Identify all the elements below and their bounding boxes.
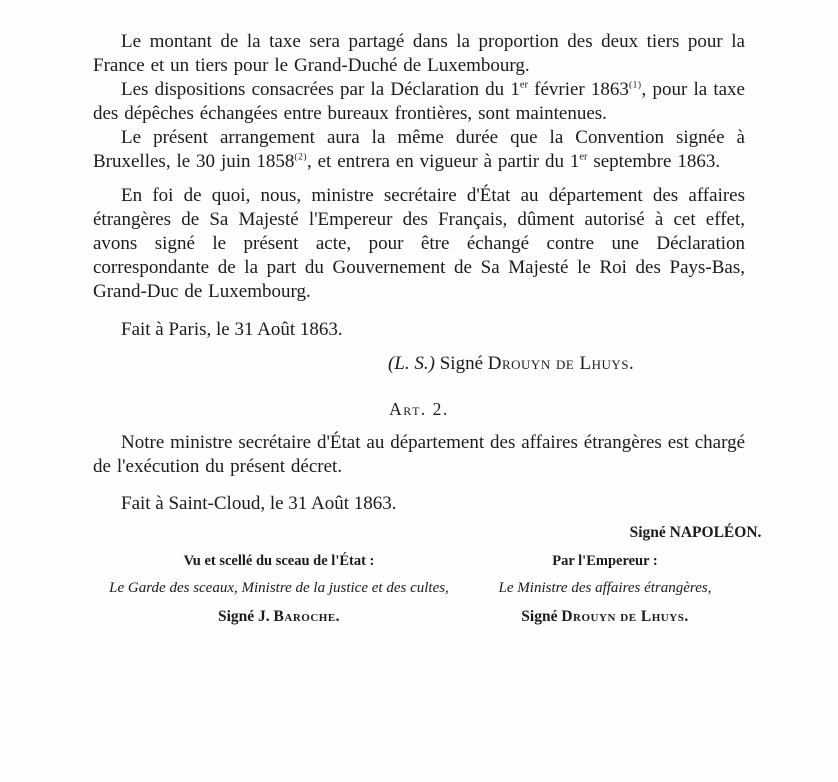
ordinal-superscript: er bbox=[579, 151, 588, 163]
dateline-text: Fait à Paris, le 31 Août 1863. bbox=[121, 319, 343, 340]
paragraph-text: février 1863 bbox=[527, 79, 629, 100]
paragraph-text: , pour la taxe des dépêches échangées entre bureaux frontières, sont maintenues. bbox=[93, 79, 745, 124]
paragraph-text: septembre 1863. bbox=[587, 151, 721, 172]
footnote-marker-2: (2) bbox=[294, 152, 307, 163]
countersign-column-right bbox=[465, 552, 745, 626]
signature-name-drouyn: Drouyn de Lhuys. bbox=[561, 608, 689, 625]
baroche-signature-line bbox=[93, 607, 465, 626]
garde-des-sceaux-title bbox=[93, 579, 465, 597]
signature-prefix: Signé J. bbox=[217, 608, 274, 625]
paragraph-text: Les dispositions consacrées par la Déclaration du 1 bbox=[121, 79, 520, 100]
title-text: Le Garde des sceaux, Ministre de la justice et des cultes, bbox=[109, 580, 449, 596]
paragraph-text: , et entrera en vigueur à partir du 1 bbox=[306, 151, 580, 172]
seal-signature-line bbox=[93, 352, 745, 376]
seal-attestation-line bbox=[93, 552, 465, 570]
seal-attestation-text: Vu et scellé du sceau de l'État : bbox=[183, 553, 375, 569]
signature-prefix: Signé bbox=[629, 524, 670, 541]
paragraph-text: Le présent arrangement aura la même durée que la Convention signée à Bruxelles, le 30 juin 1858 bbox=[93, 127, 745, 172]
signature-name-baroche: Baroche. bbox=[273, 608, 341, 625]
paragraph-text: Le montant de la taxe sera partagé dans la proportion des deux tiers pour la France et un tiers pour le Grand-Duché de Luxembourg. bbox=[93, 31, 745, 76]
article-2-heading bbox=[93, 398, 745, 420]
napoleon-signature-line bbox=[553, 523, 838, 543]
signature-prefix: Signé bbox=[521, 608, 562, 625]
paragraph-text: Notre ministre secrétaire d'État au département des affaires étrangères est chargé de l'exécution du présent décret. bbox=[93, 432, 745, 477]
drouyn-signature-line bbox=[465, 607, 745, 626]
par-empereur-text: Par l'Empereur : bbox=[552, 553, 658, 569]
document-text-block bbox=[93, 30, 762, 626]
par-empereur-line bbox=[465, 552, 745, 570]
paragraph-execution-decret bbox=[93, 431, 745, 479]
paragraph-declaration-1863 bbox=[93, 78, 745, 126]
countersign-column-left bbox=[93, 552, 465, 626]
paragraph-duration-convention bbox=[93, 126, 745, 174]
countersignature-block bbox=[93, 552, 745, 626]
signature-prefix: Signé bbox=[434, 353, 488, 374]
article-heading-text: Art. 2. bbox=[389, 399, 449, 419]
ordinal-superscript: er bbox=[519, 79, 528, 91]
signature-name-napoleon: NAPOLÉON. bbox=[669, 524, 762, 541]
paragraph-tax-split bbox=[93, 30, 745, 78]
title-text: Le Ministre des affaires étrangères, bbox=[498, 580, 712, 596]
footnote-marker-1: (1) bbox=[628, 80, 642, 91]
dateline-saint-cloud bbox=[93, 492, 745, 516]
signature-name-drouyn: Drouyn de Lhuys. bbox=[487, 353, 635, 374]
paragraph-text: En foi de quoi, nous, ministre secrétaire d'État au département des affaires étrangères de Sa Majesté l'Empereur des Français, dûment autorisé à cet effet, avons signé le présent acte, pour être échangé contre une Déclaration correspondante de la part du Gouvernement de Sa Majesté le Roi des Pays-Bas, Grand-Duc de Luxembourg. bbox=[93, 185, 745, 302]
locus-sigilli: (L. S.) bbox=[388, 353, 435, 374]
paragraph-en-foi-de-quoi bbox=[93, 184, 745, 304]
dateline-paris bbox=[93, 318, 745, 342]
ministre-affaires-etrangeres-title bbox=[465, 579, 745, 597]
dateline-text: Fait à Saint-Cloud, le 31 Août 1863. bbox=[121, 493, 397, 514]
